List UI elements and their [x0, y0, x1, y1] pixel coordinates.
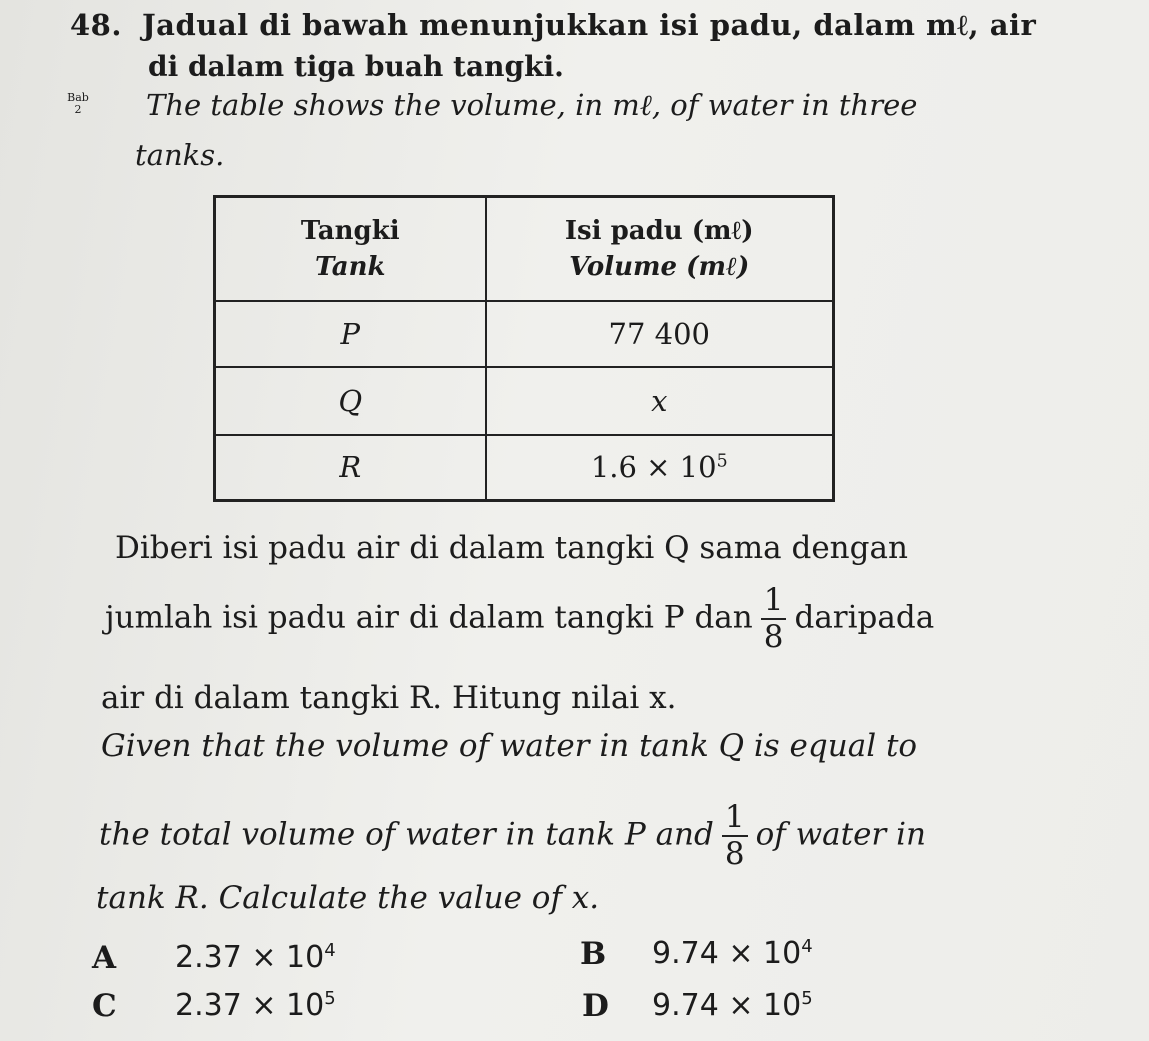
body-en-line3	[96, 880, 599, 916]
option-b-base: 9.74 × 10	[652, 936, 802, 971]
question-number: 48.	[70, 8, 122, 42]
fraction-denominator: 8	[763, 619, 784, 655]
volume-cell	[486, 435, 834, 501]
body-en-line2-after: of water in	[755, 816, 926, 853]
body-en-line2-before: the total volume of water in tank P and	[99, 816, 714, 853]
option-c-exponent: 5	[324, 988, 336, 1009]
table-row	[215, 435, 834, 501]
chapter-tag-label: Bab	[67, 91, 89, 104]
volume-exponent: 5	[716, 451, 728, 472]
header-tank	[215, 197, 486, 301]
question-header	[70, 8, 1036, 43]
option-a-value[interactable]	[175, 940, 336, 975]
option-d-letter[interactable]: D	[582, 988, 609, 1024]
body-bm-line1	[115, 530, 908, 566]
volume-cell: 77 400	[486, 301, 834, 367]
option-b-letter[interactable]: B	[580, 936, 607, 972]
intro-bm-line2: di dalam tiga buah tangki.	[148, 50, 564, 83]
tank-cell: R	[215, 435, 486, 501]
header-volume	[486, 197, 834, 301]
option-d-value[interactable]	[652, 988, 813, 1023]
body-bm-line3-text: air di dalam tangki R. Hitung nilai x.	[101, 680, 677, 716]
body-bm-line1-text: Diberi isi padu air di dalam tangki Q sama dengan	[115, 530, 908, 566]
table-row	[215, 367, 834, 435]
fraction-one-eighth-en	[722, 799, 748, 872]
chapter-tag	[66, 92, 90, 116]
option-d-base: 9.74 × 10	[652, 988, 802, 1023]
fraction-numerator: 1	[722, 802, 748, 837]
body-en-line2	[99, 799, 926, 872]
option-b-value[interactable]	[652, 936, 813, 971]
option-c-letter[interactable]: C	[92, 988, 117, 1024]
option-a-exponent: 4	[324, 940, 336, 961]
table-header-row	[215, 197, 834, 301]
intro-bm-line1: Jadual di bawah menunjukkan isi padu, dalam mℓ, air	[141, 8, 1037, 42]
body-bm-line2-after: daripada	[794, 599, 935, 636]
tank-cell: P	[215, 301, 486, 367]
tank-cell: Q	[215, 367, 486, 435]
volume-cell: x	[486, 367, 834, 435]
header-tank-bm: Tangki	[300, 215, 400, 246]
option-a-base: 2.37 × 10	[175, 940, 325, 975]
volume-base: 1.6 × 10	[590, 450, 717, 485]
fraction-numerator: 1	[761, 585, 787, 620]
volume-table	[213, 195, 835, 502]
intro-en-line1: The table shows the volume, in mℓ, of water in three	[146, 88, 918, 122]
fraction-denominator: 8	[724, 836, 745, 872]
body-en-line1	[101, 728, 917, 764]
option-c-base: 2.37 × 10	[175, 988, 325, 1023]
option-b-exponent: 4	[801, 936, 813, 957]
body-en-line1-text: Given that the volume of water in tank Q is equal to	[101, 728, 918, 764]
header-volume-en: Volume (mℓ)	[569, 251, 750, 282]
option-d-exponent: 5	[801, 988, 813, 1009]
header-tank-en: Tank	[314, 251, 386, 282]
option-c-value[interactable]	[175, 988, 336, 1023]
fraction-one-eighth	[761, 582, 787, 655]
chapter-tag-number: 2	[74, 103, 82, 116]
body-en-line3-text: tank R. Calculate the value of x.	[96, 880, 600, 916]
intro-en-line2: tanks.	[135, 138, 225, 172]
body-bm-line2-before: jumlah isi padu air di dalam tangki P dan	[105, 599, 753, 636]
header-volume-bm: Isi padu (mℓ)	[564, 215, 754, 246]
table-row	[215, 301, 834, 367]
body-bm-line3	[101, 680, 676, 716]
option-a-letter[interactable]: A	[92, 940, 117, 976]
body-bm-line2	[105, 582, 935, 655]
